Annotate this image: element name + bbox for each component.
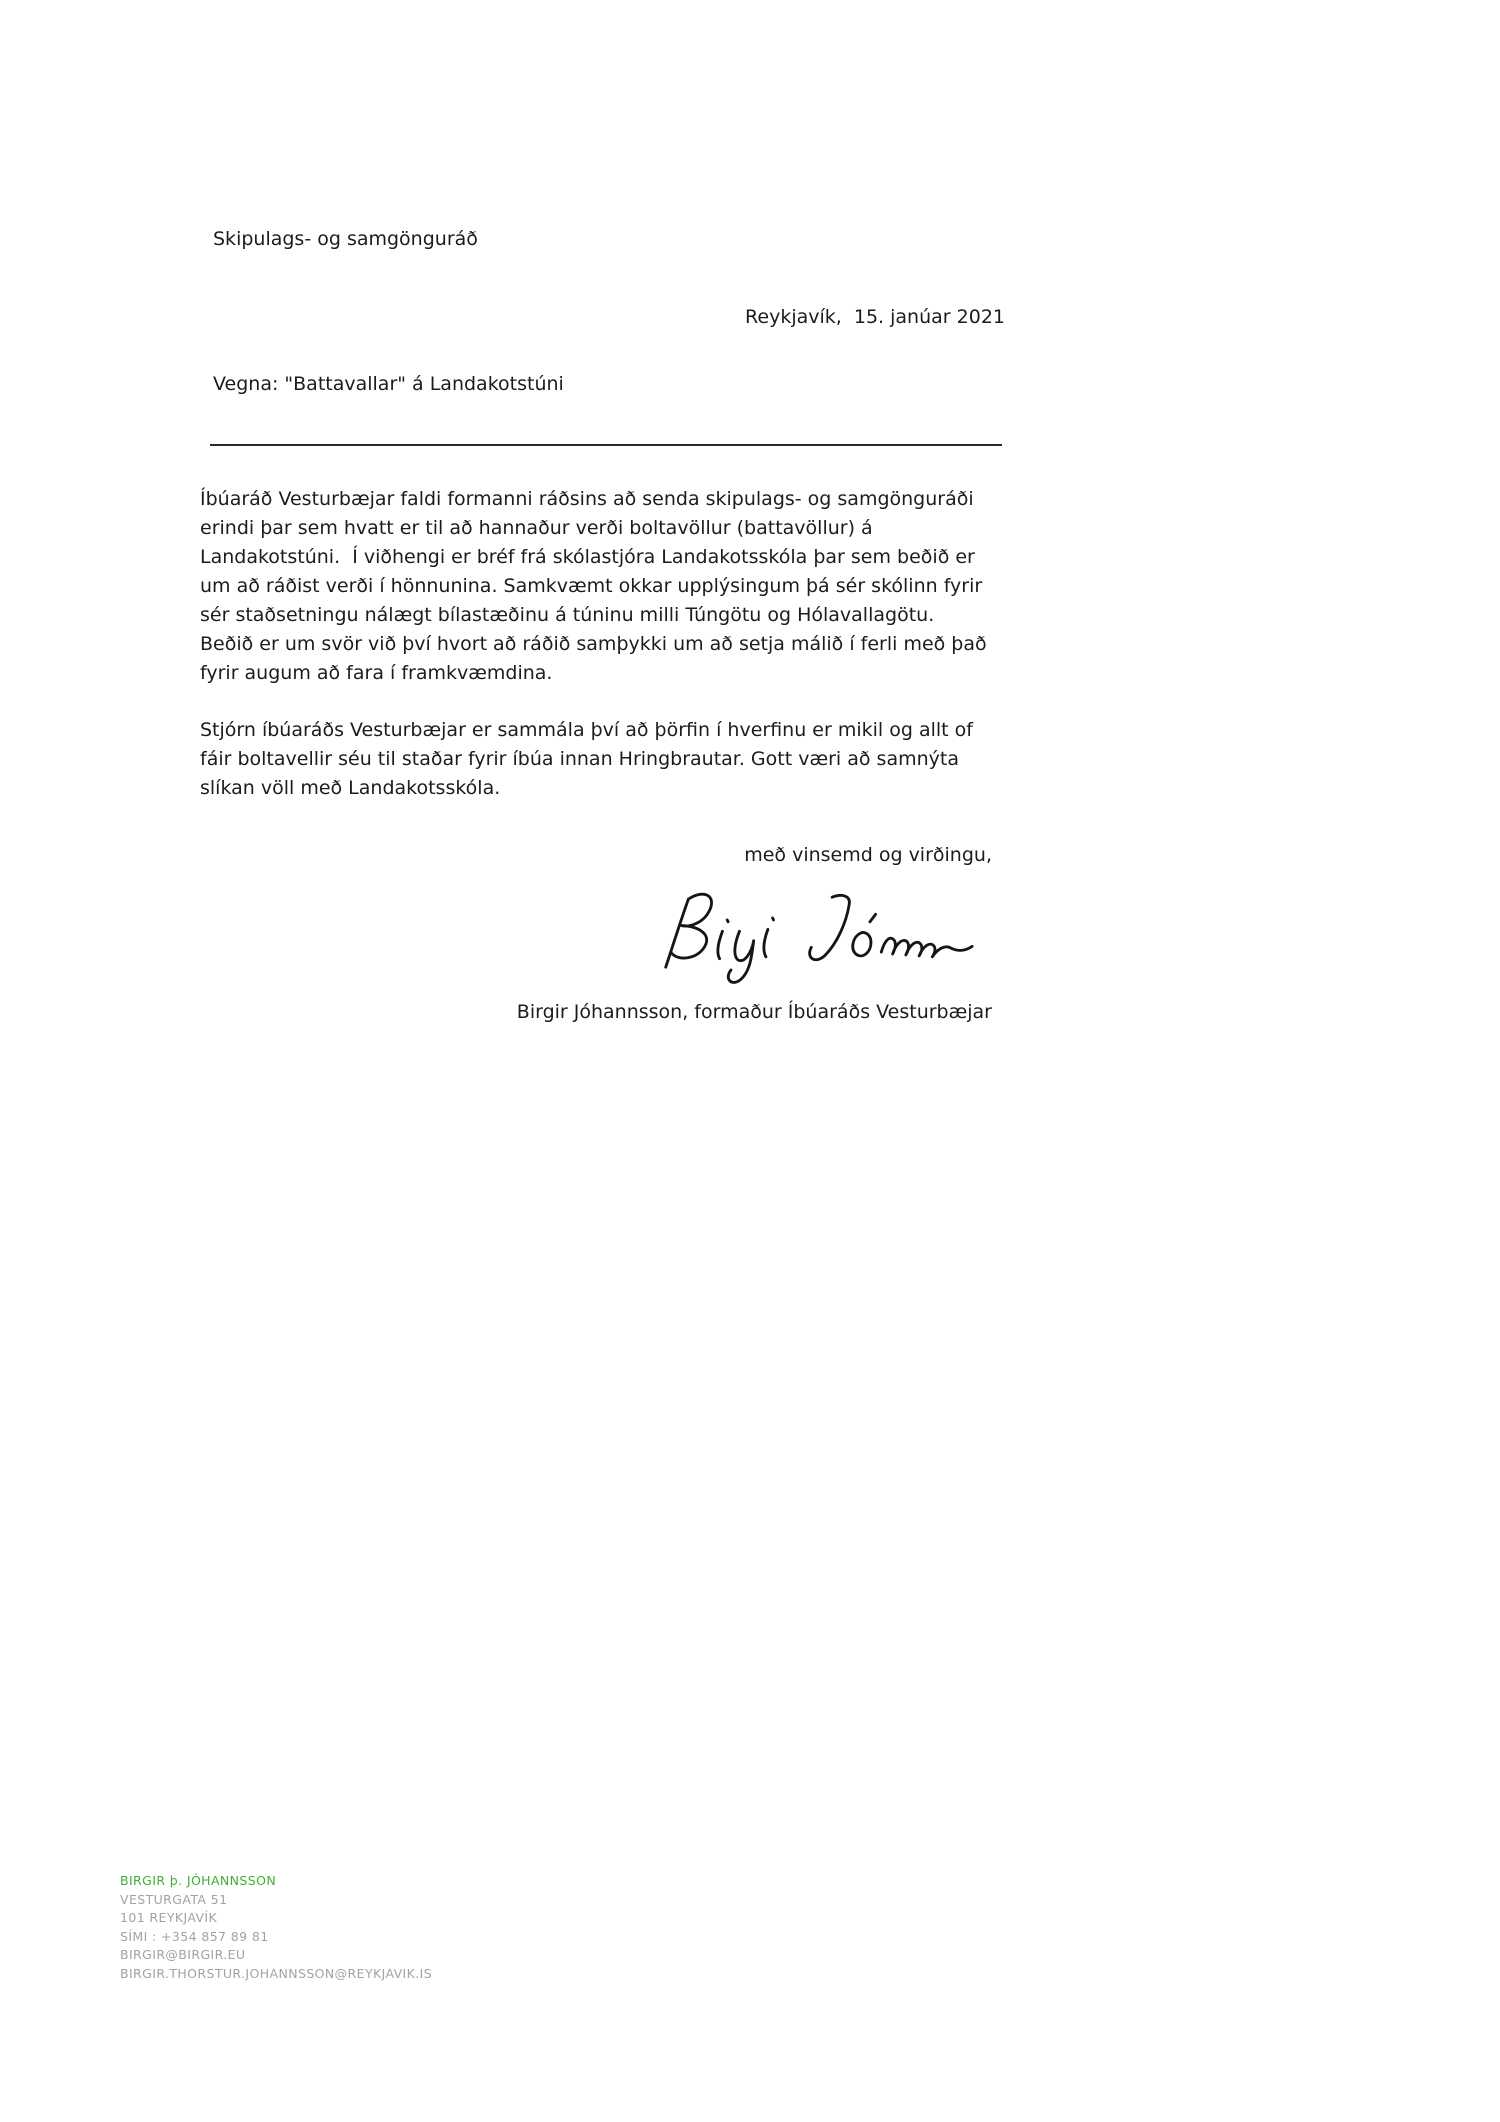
body-paragraph-2: Stjórn íbúaráðs Vesturbæjar er sammála því að þörfin í hverfinu er mikil og allt of fáir boltavellir séu til staðar fyrir íbúa innan Hringbrautar. Gott væri að samnýta slíkan völl með Landakotsskóla. bbox=[200, 719, 979, 799]
signoff-line: Birgir Jóhannsson, formaður Íbúaráðs Vesturbæjar bbox=[516, 1001, 992, 1023]
footer-phone: SÍMI : +354 857 89 81 bbox=[120, 1928, 269, 1944]
recipient-line: Skipulags- og samgönguráð bbox=[213, 228, 478, 250]
footer-email-secondary: BIRGIR.THORSTUR.JOHANNSSON@REYKJAVIK.IS bbox=[120, 1965, 433, 1981]
divider-rule bbox=[210, 444, 1002, 446]
footer-email-primary: BIRGIR@BIRGIR.EU bbox=[120, 1947, 246, 1962]
handwritten-signature-icon bbox=[652, 884, 982, 988]
footer-name: BIRGIR þ. JÓHANNSSON bbox=[120, 1873, 277, 1888]
footer-contact-block bbox=[120, 1872, 432, 1983]
body-paragraph-1: Íbúaráð Vesturbæjar faldi formanni ráðsins að senda skipulags- og samgönguráði erindi þar sem hvatt er til að hannaður verði boltavöllur (battavöllur) á Landakotstúni. Í viðhengi er bréf frá skólastjóra Landakotsskóla þar sem beðið er um að ráðist verði í hönnunina. Samkvæmt okkar upplýsingum þá sér skólinn fyrir sér staðsetningu nálægt bílastæðinu á túninu milli Túngötu og Hólavallagötu. Beðið er um svör við því hvort að ráðið samþykki um að setja málið í ferli með það fyrir augum að fara í framkvæmdina. bbox=[200, 488, 993, 684]
dateline: Reykjavík, 15. janúar 2021 bbox=[745, 306, 1005, 328]
closing-line: með vinsemd og virðingu, bbox=[744, 844, 992, 866]
signature-block bbox=[200, 884, 992, 992]
subject-line: Vegna: "Battavallar" á Landakotstúni bbox=[213, 373, 564, 395]
footer-address-city: 101 REYKJAVÍK bbox=[120, 1910, 218, 1925]
letter-body bbox=[200, 485, 992, 1027]
dateline-wrap bbox=[200, 284, 1005, 350]
footer-address-street: VESTURGATA 51 bbox=[120, 1891, 228, 1907]
